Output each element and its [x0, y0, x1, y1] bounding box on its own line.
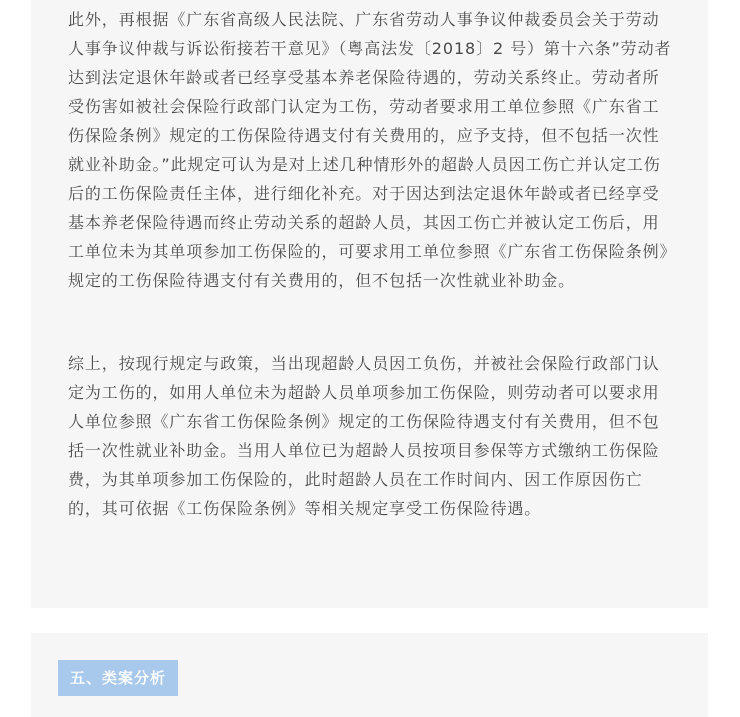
- article-paragraph: 此外，再根据《广东省高级人民法院、广东省劳动人事争议仲裁委员会关于劳动人事争议仲裁与诉讼衔接若干意见》（粤高法发〔2018〕2 号）第十六条”劳动者达到法定退休年龄或者已经享受基本养老保险待遇的，劳动关系终止。劳动者所受伤害如被社会保险行政部门认定为工伤，劳动者要求用工单位参照《广东省工伤保险条例》规定的工伤保险待遇支付有关费用的，应予支持，但不包括一次性就业补助金。”此规定可认为是对上述几种情形外的超龄人员因工伤亡并认定工伤后的工伤保险责任主体，进行细化补充。对于因达到法定退休年龄或者已经享受基本养老保险待遇而终止劳动关系的超龄人员，其因工伤亡并被认定工伤后，用工单位未为其单项参加工伤保险的，可要求用工单位参照《广东省工伤保险条例》规定的工伤保险待遇支付有关费用的，但不包括一次性就业补助金。: [68, 10, 672, 290]
- article-paragraph: 综上，按现行规定与政策，当出现超龄人员因工负伤，并被社会保险行政部门认定为工伤的，如用人单位未为超龄人员单项参加工伤保险，则劳动者可以要求用人单位参照《广东省工伤保险条例》规定的工伤保险待遇支付有关费用，但不包括一次性就业补助金。当用人单位已为超龄人员按项目参保等方式缴纳工伤保险费，为其单项参加工伤保险的，此时超龄人员在工作时间内、因工作原因伤亡的，其可依据《工伤保险条例》等相关规定享受工伤保险待遇。: [68, 354, 660, 518]
- section-heading-badge: 五、类案分析: [58, 660, 178, 696]
